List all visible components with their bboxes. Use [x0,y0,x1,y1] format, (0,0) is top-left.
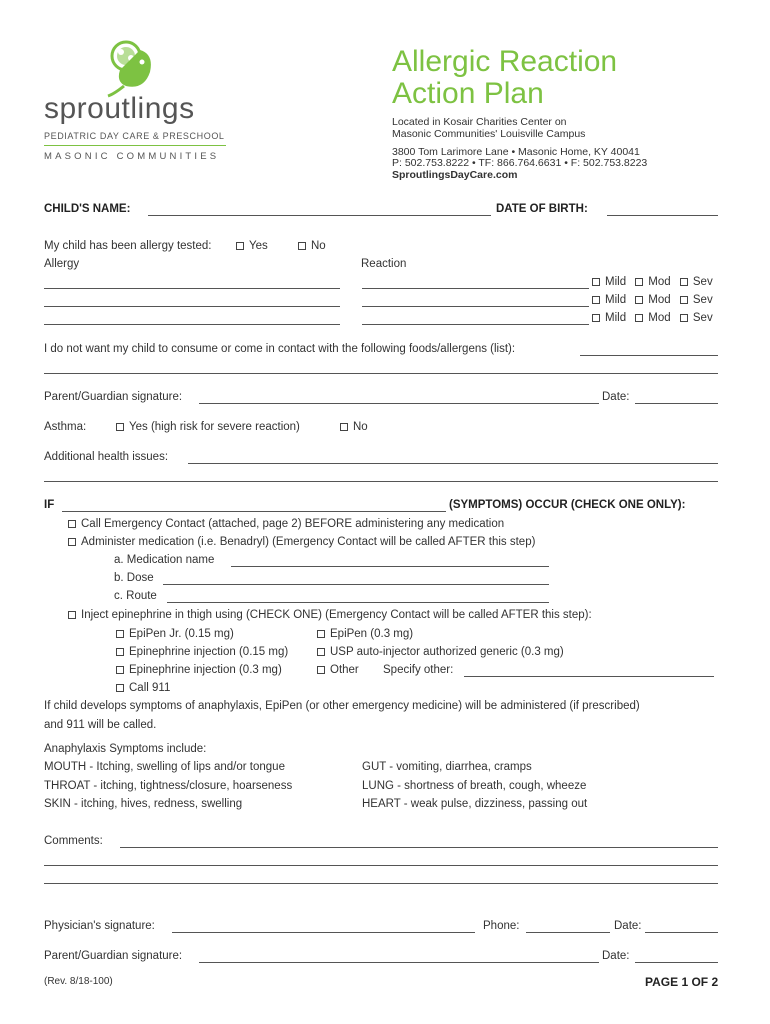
option-administer-medication[interactable] [68,536,535,548]
epi-option-1-label: EpiPen Jr. (0.15 mg) [129,628,234,640]
parent-date-label-2: Date: [602,950,630,962]
checkbox-mod[interactable] [635,278,643,286]
mild-label: Mild [605,276,627,288]
phone-label: Phone: [483,920,520,932]
logo-name: sproutlings [44,92,195,125]
if-label: IF [44,499,55,511]
checkbox-sev[interactable] [680,278,688,286]
avoid-foods-label: I do not want my child to consume or come in contact with the following foods/allergens (list): [44,343,516,355]
epi-option-3-label: Epinephrine injection (0.15 mg) [129,646,289,658]
epi-option-6-label: Other [330,664,359,676]
checkbox-mild[interactable] [592,278,600,286]
reaction-field-3[interactable] [362,324,589,325]
yes-label: Yes [249,240,268,252]
option-inject-epinephrine[interactable] [68,609,592,621]
specify-other-label: Specify other: [383,664,454,676]
additional-health-field-2[interactable] [44,481,718,482]
epi-option-5[interactable] [116,664,282,676]
parent-signature-field-2[interactable] [199,962,599,963]
comments-field-1[interactable] [120,847,718,848]
allergy-tested-label: My child has been allergy tested: [44,240,212,252]
checkbox[interactable] [317,666,325,674]
option-call-emergency[interactable] [68,518,504,530]
mild-label: Mild [605,294,627,306]
symptoms-label: (SYMPTOMS) OCCUR (CHECK ONE ONLY): [449,499,686,511]
anaphylaxis-heading: Anaphylaxis Symptoms include: [44,743,207,755]
checkbox[interactable] [236,242,244,250]
symptom-mouth: MOUTH - Itching, swelling of lips and/or tongue [44,761,285,773]
epi-option-4-label: USP auto-injector authorized generic (0.3 mg) [330,646,564,658]
parent-signature-label: Parent/Guardian signature: [44,391,183,403]
checkbox[interactable] [116,684,124,692]
option-administer-label: Administer medication (i.e. Benadryl) (Emergency Contact will be called AFTER this step) [81,536,536,548]
address-line-3: 3800 Tom Larimore Lane • Masonic Home, KY 40041 [392,146,640,158]
no-label: No [311,240,326,252]
asthma-no[interactable] [340,421,368,433]
symptoms-field[interactable] [62,511,446,512]
dob-label: DATE OF BIRTH: [496,203,588,215]
symptom-skin: SKIN - itching, hives, redness, swelling [44,798,243,810]
parent-signature-field[interactable] [199,403,599,404]
address-line-4: P: 502.753.8222 • TF: 866.764.6631 • F: 502.753.8223 [392,157,648,169]
mod-label: Mod [648,312,671,324]
parent-signature-label-2: Parent/Guardian signature: [44,950,183,962]
checkbox-mild[interactable] [592,314,600,322]
reaction-field-2[interactable] [362,306,589,307]
checkbox[interactable] [317,648,325,656]
asthma-yes-label: Yes (high risk for severe reaction) [129,421,300,433]
physician-signature-field[interactable] [172,932,475,933]
checkbox-sev[interactable] [680,314,688,322]
address-line-1: Located in Kosair Charities Center on [392,116,567,128]
route-label: c. Route [114,590,157,602]
checkbox[interactable] [340,423,348,431]
call-911-label: Call 911 [129,682,171,694]
parent-date-label: Date: [602,391,630,403]
allergy-tested-yes[interactable] [236,240,268,252]
checkbox-mod[interactable] [635,314,643,322]
comments-field-3[interactable] [44,883,718,884]
sprout-logo-icon [104,36,160,98]
route-field[interactable] [167,602,549,603]
allergy-field-1[interactable] [44,288,340,289]
option-call-911[interactable] [116,682,170,694]
mod-label: Mod [648,294,671,306]
epi-option-2[interactable] [317,628,413,640]
allergy-column-label: Allergy [44,258,80,270]
checkbox[interactable] [116,630,124,638]
reaction-column-label: Reaction [361,258,407,270]
checkbox[interactable] [116,648,124,656]
severity-row-1 [592,276,713,288]
symptom-throat: THROAT - itching, tightness/closure, hoarseness [44,780,293,792]
specify-other-field[interactable] [464,676,714,677]
asthma-no-label: No [353,421,368,433]
page-number: PAGE 1 OF 2 [645,975,719,989]
severity-row-3 [592,312,713,324]
medication-name-label: a. Medication name [114,554,215,566]
parent-date-field[interactable] [635,403,718,404]
anaphylaxis-note-1: If child develops symptoms of anaphylaxis, EpiPen (or other emergency medicine) will be administered (if prescribed) [44,700,640,712]
checkbox-mild[interactable] [592,296,600,304]
epi-option-2-label: EpiPen (0.3 mg) [330,628,414,640]
asthma-yes[interactable] [116,421,300,433]
severity-row-2 [592,294,713,306]
child-name-field[interactable] [148,215,491,216]
sev-label: Sev [692,294,713,306]
symptom-lung: LUNG - shortness of breath, cough, wheeze [362,780,587,792]
mild-label: Mild [605,312,627,324]
revision-note: (Rev. 8/18-100) [44,976,113,987]
allergy-tested-no[interactable] [298,240,326,252]
dob-field[interactable] [607,215,718,216]
dose-label: b. Dose [114,572,154,584]
additional-health-field-1[interactable] [188,463,718,464]
option-inject-label: Inject epinephrine in thigh using (CHECK ONE) (Emergency Contact will be called AFTER this step): [81,609,592,621]
symptom-gut: GUT - vomiting, diarrhea, cramps [362,761,532,773]
anaphylaxis-note-2: and 911 will be called. [44,719,157,731]
symptom-heart: HEART - weak pulse, dizziness, passing out [362,798,588,810]
checkbox[interactable] [116,666,124,674]
checkbox[interactable] [298,242,306,250]
allergy-field-2[interactable] [44,306,340,307]
avoid-foods-field-1[interactable] [580,355,718,356]
option-call-emergency-label: Call Emergency Contact (attached, page 2) BEFORE administering any medication [81,518,505,530]
checkbox-sev[interactable] [680,296,688,304]
epi-option-5-label: Epinephrine injection (0.3 mg) [129,664,282,676]
logo-subtitle-1: PEDIATRIC DAY CARE & PRESCHOOL [44,131,225,141]
additional-health-label: Additional health issues: [44,451,169,463]
physician-date-label: Date: [614,920,642,932]
epi-option-6[interactable] [317,664,359,676]
phone-field[interactable] [526,932,610,933]
allergy-field-3[interactable] [44,324,340,325]
parent-date-field-2[interactable] [635,962,718,963]
checkbox[interactable] [68,520,76,528]
physician-date-field[interactable] [645,932,718,933]
website: SproutlingsDayCare.com [392,169,518,181]
child-name-label: CHILD'S NAME: [44,203,131,215]
logo-divider [44,145,226,146]
physician-signature-label: Physician's signature: [44,920,155,932]
checkbox[interactable] [68,538,76,546]
epi-option-3[interactable] [116,646,288,658]
medication-name-field[interactable] [231,566,549,567]
epi-option-4[interactable] [317,646,564,658]
page-title-line-2: Action Plan [392,77,544,110]
sev-label: Sev [692,276,713,288]
epi-option-1[interactable] [116,628,234,640]
dose-field[interactable] [163,584,549,585]
avoid-foods-field-2[interactable] [44,373,718,374]
mod-label: Mod [648,276,671,288]
address-line-2: Masonic Communities' Louisville Campus [392,128,586,140]
reaction-field-1[interactable] [362,288,589,289]
page-title-line-1: Allergic Reaction [392,45,618,78]
logo-subtitle-2: MASONIC COMMUNITIES [44,151,220,162]
checkbox[interactable] [116,423,124,431]
sev-label: Sev [692,312,713,324]
checkbox[interactable] [68,611,76,619]
comments-label: Comments: [44,835,103,847]
comments-field-2[interactable] [44,865,718,866]
checkbox[interactable] [317,630,325,638]
asthma-label: Asthma: [44,421,87,433]
checkbox-mod[interactable] [635,296,643,304]
